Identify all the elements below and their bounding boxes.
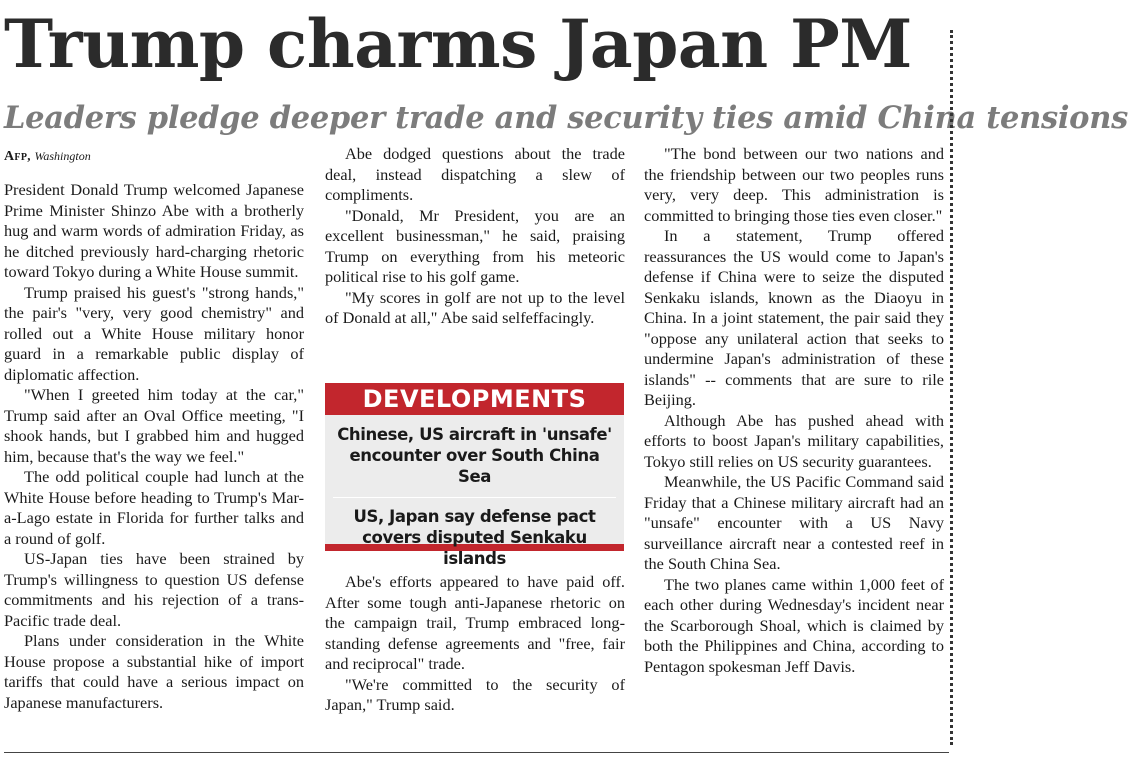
paragraph: Meanwhile, the US Pacific Command said Friday that a Chinese military aircraft had an "unsafe" encounter with a US Navy surveillance aircraft near a contested reef in the South China Sea. [644,472,944,573]
paragraph: "When I greeted him today at the car," Trump said after an Oval Office meeting, "I shook hands, but I grabbed him and hugged him, because that's the way we feel." [4,385,304,466]
article-column-1 [4,180,304,713]
paragraph: US-Japan ties have been strained by Trump's willingness to question US defense commitments and his rejection of a trans-Pacific trade deal. [4,549,304,630]
dotted-column-rule [950,30,953,745]
article-column-2-top [325,144,625,329]
paragraph: "We're committed to the security of Japan," Trump said. [325,674,625,714]
article-column-3 [644,144,944,677]
byline-separator: , [27,148,31,163]
headline: Trump charms Japan PM [4,5,912,83]
bottom-rule [4,752,949,753]
paragraph: Although Abe has pushed ahead with efforts to boost Japan's military capabilities, Tokyo still relies on US security guarantees. [644,410,944,471]
paragraph: Plans under consideration in the White House propose a substantial hike of import tariffs that could have a serious impact on Japanese manufacturers. [4,631,304,712]
paragraph: "The bond between our two nations and the friendship between our two peoples runs very, very deep. This administration is committed to bringing those ties even closer." [644,144,944,225]
developments-sidebar [325,383,624,568]
paragraph: Trump praised his guest's "strong hands," the pair's "very, very good chemistry" and rolled out a White House military honor guard in a remarkable public display of diplomatic affection. [4,282,304,384]
paragraph: "My scores in golf are not up to the level of Donald at all," Abe said selfeffacingly. [325,287,625,327]
article-column-2-bottom [325,572,625,716]
developments-divider [333,497,616,498]
paragraph: President Donald Trump welcomed Japanese Prime Minister Shinzo Abe with a brotherly hug and warm words of admiration Friday, as he ditched previously hard-charging rhetoric toward Tokyo during a White House summit. [4,180,304,281]
developments-header: DEVELOPMENTS [325,383,624,415]
developments-item: US, Japan say defense pact covers disputed Senkaku islands [353,507,596,568]
byline-agency: Afp [4,149,28,164]
developments-item: Chinese, US aircraft in 'unsafe' encounter over South China Sea [337,425,612,486]
byline [4,146,91,167]
byline-dateline: Washington [34,149,91,163]
paragraph: In a statement, Trump offered reassurances the US would come to Japan's defense if China were to seize the disputed Senkaku islands, known as the Diaoyu in China. In a joint statement, the pair said they "oppose any unilateral action that seeks to undermine Japan's administration of these islands" -- comments that are sure to rile Beijing. [644,226,944,409]
paragraph: Abe dodged questions about the trade deal, instead dispatching a slew of compliments. [325,144,625,204]
paragraph: "Donald, Mr President, you are an excellent businessman," he said, praising Trump on everything from his meteoric political rise to his golf game. [325,205,625,286]
subheadline: Leaders pledge deeper trade and security ties amid China tensions [4,100,1128,136]
paragraph: The two planes came within 1,000 feet of each other during Wednesday's incident near the Scarborough Shoal, which is claimed by both the Philippines and China, according to Pentagon spokesman Jeff Davis. [644,574,944,676]
paragraph: The odd political couple had lunch at the White House before heading to Trump's Mar-a-Lago estate in Florida for further talks and a round of golf. [4,467,304,548]
paragraph: Abe's efforts appeared to have paid off. After some tough anti-Japanese rhetoric on the campaign trail, Trump embraced long-standing defense agreements and "free, fair and reciprocal" trade. [325,572,625,673]
